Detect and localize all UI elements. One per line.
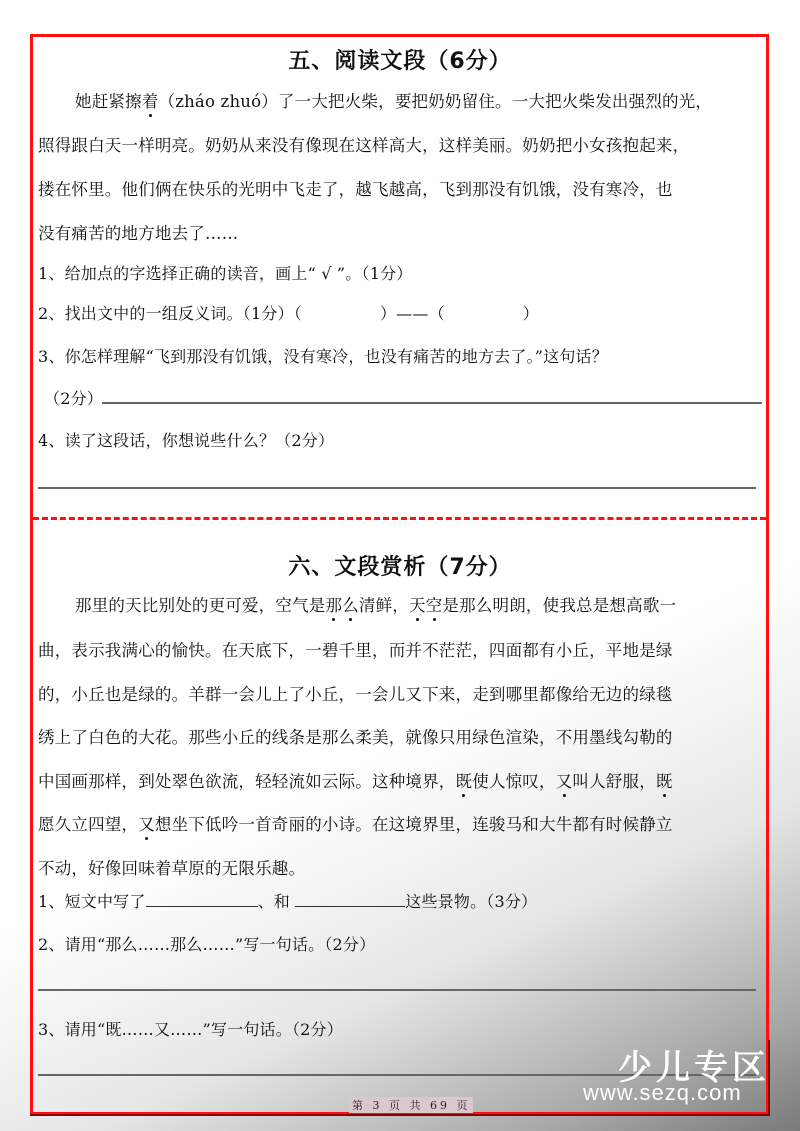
emphasized-char: 天	[409, 596, 426, 615]
question-5-3: 3、你怎样理解“飞到那没有饥饿，没有寒冷，也没有痛苦的地方去了。”这句话？	[38, 347, 608, 366]
passage-text: 想坐下低吟一首奇丽的小诗。在这境界里，连骏马和大牛都有时候静立	[154, 815, 673, 834]
section-5-title: 五、阅读文段（6分）	[288, 49, 512, 74]
emphasized-char: 那	[325, 596, 343, 615]
answer-line[interactable]	[102, 402, 762, 404]
emphasized-char: 又	[555, 772, 573, 791]
passage-text: 那里的天比别处的更可爱，空气是	[75, 596, 326, 615]
section-6-passage-line	[75, 592, 800, 616]
question-5-1: 1、给加点的字选择正确的读音，画上“ √ ”。（1分）	[38, 264, 413, 283]
emphasized-char: 又	[138, 815, 155, 834]
section-6-passage-line: 曲，表示我满心的愉快。在天底下，一碧千里，而并不茫茫，四面都有小丘，平地是绿	[38, 641, 673, 660]
answer-blank[interactable]	[295, 890, 405, 907]
question-text: 1、短文中写了	[38, 892, 146, 911]
emphasized-char: 么	[342, 596, 359, 615]
section-5-passage-line: 没有痛苦的地方地去了……	[38, 224, 239, 243]
emphasized-char: 既	[655, 772, 673, 791]
emphasized-char: 着	[141, 92, 159, 111]
question-text: 2、找出文中的一组反义词。（1分）（	[38, 304, 302, 323]
section-5-passage-line: 搂在怀里。他们俩在快乐的光明中飞走了，越飞越高，飞到那没有饥饿，没有寒冷，也	[38, 180, 673, 199]
answer-blank[interactable]	[146, 890, 258, 907]
passage-text: 清鲜，	[358, 596, 410, 615]
watermark-url: www.sezq.com	[583, 1080, 742, 1105]
section-6-title: 六、文段赏析（7分）	[288, 555, 512, 580]
section-6-passage-line	[38, 811, 768, 835]
emphasized-char: 既	[455, 772, 473, 791]
passage-text: 使人惊叹，	[472, 772, 556, 791]
passage-text: 愿久立四望，	[38, 815, 139, 834]
question-text: ）	[522, 304, 539, 323]
watermark-brand: 少儿专区	[618, 1048, 770, 1088]
answer-line[interactable]	[38, 989, 756, 991]
section-5-passage-line	[75, 88, 800, 112]
passage-text: 是那么明朗，使我总是想高歌一	[442, 596, 677, 615]
question-5-2	[38, 301, 768, 324]
passage-text: 她赶紧擦	[75, 92, 142, 111]
question-6-1	[38, 889, 768, 912]
question-6-2: 2、请用“那么……那么……”写一句话。（2分）	[38, 935, 376, 954]
section-6-passage-line: 绣上了白色的大花。那些小丘的线条是那么柔美，就像只用绿色渲染，不用墨线勾勒的	[38, 728, 673, 747]
passage-text: 中国画那样，到处翠色欲流，轻轻流如云际。这种境界，	[38, 772, 456, 791]
section-6-passage-line: 的，小丘也是绿的。羊群一会儿上了小丘，一会儿又下来，走到哪里都像给无边的绿毯	[38, 685, 673, 704]
section-6-passage-line: 不动，好像回味着草原的无限乐趣。	[38, 859, 306, 878]
question-text: 这些景物。（3分）	[405, 892, 538, 911]
section-5-passage-line: 照得跟白天一样明亮。奶奶从来没有像现在这样高大，这样美丽。奶奶把小女孩抱起来，	[38, 136, 690, 155]
question-text: 、和	[257, 892, 296, 911]
page-indicator: 第 3 页 共 69 页	[349, 1097, 473, 1113]
passage-text: 叫人舒服，	[572, 772, 656, 791]
passage-text: （zháo zhuó）了一大把火柴，要把奶奶留住。一大把火柴发出强烈的光，	[158, 92, 713, 111]
question-5-4: 4、读了这段话，你想说些什么？（2分）	[38, 431, 335, 450]
question-6-3: 3、请用“既……又……”写一句话。（2分）	[38, 1020, 343, 1039]
answer-line[interactable]	[38, 487, 756, 489]
question-5-3-score: （2分）	[44, 389, 103, 408]
emphasized-char: 空	[425, 596, 443, 615]
section-6-passage-line	[38, 768, 768, 792]
question-text: ）——（	[379, 304, 445, 323]
